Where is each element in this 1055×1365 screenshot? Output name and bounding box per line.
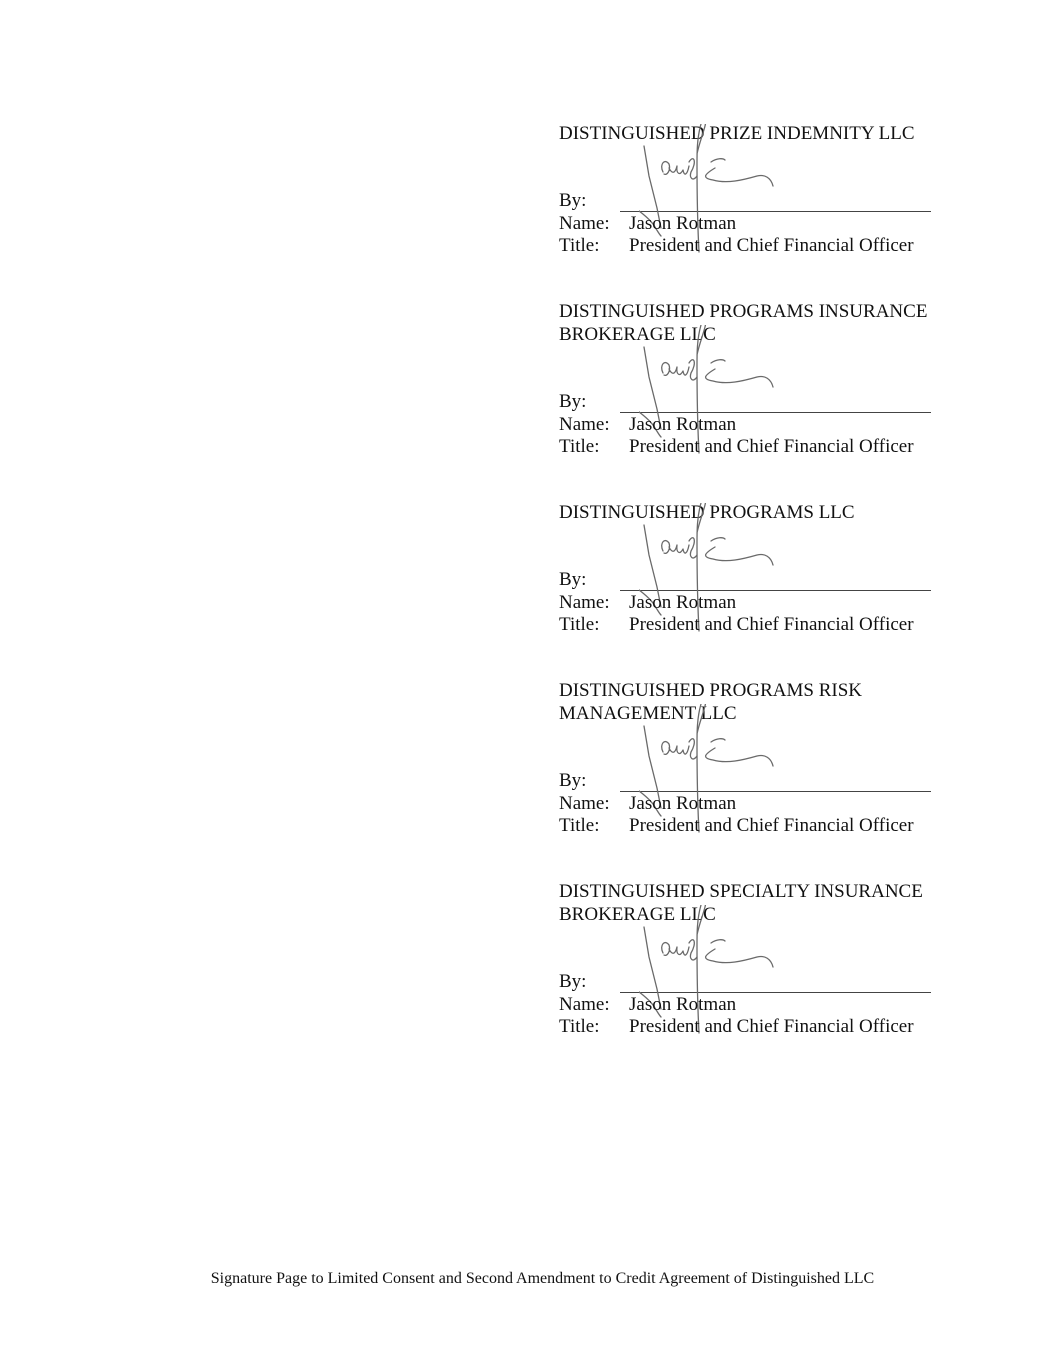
by-label: By: <box>559 190 587 211</box>
by-label: By: <box>559 569 587 590</box>
signature-line <box>620 791 931 792</box>
signer-name: Jason Rotman <box>629 592 737 613</box>
signature-block-3 <box>559 502 939 635</box>
by-label: By: <box>559 770 587 791</box>
by-label: By: <box>559 971 587 992</box>
title-label: Title: <box>559 815 600 836</box>
title-label: Title: <box>559 436 600 457</box>
signature-block-2 <box>559 301 939 457</box>
name-label: Name: <box>559 592 610 613</box>
company-name: DISTINGUISHED PRIZE INDEMNITY LLC <box>559 123 915 144</box>
signature-block-5 <box>559 881 939 1037</box>
signer-name: Jason Rotman <box>629 213 737 234</box>
signer-title: President and Chief Financial Officer <box>629 614 914 635</box>
signer-name: Jason Rotman <box>629 414 737 435</box>
by-label: By: <box>559 391 587 412</box>
company-name: DISTINGUISHED PROGRAMS RISK MANAGEMENT LLC <box>559 680 862 724</box>
company-name: DISTINGUISHED SPECIALTY INSURANCE BROKERAGE LLC <box>559 881 923 925</box>
company-name: DISTINGUISHED PROGRAMS INSURANCE BROKERAGE LLC <box>559 301 928 345</box>
signature-block-4 <box>559 680 939 836</box>
company-name: DISTINGUISHED PROGRAMS LLC <box>559 502 855 523</box>
signer-title: President and Chief Financial Officer <box>629 1016 914 1037</box>
signer-name: Jason Rotman <box>629 994 737 1015</box>
title-label: Title: <box>559 614 600 635</box>
signer-title: President and Chief Financial Officer <box>629 235 914 256</box>
signer-title: President and Chief Financial Officer <box>629 436 914 457</box>
signer-title: President and Chief Financial Officer <box>629 815 914 836</box>
signature-line <box>620 590 931 591</box>
name-label: Name: <box>559 994 610 1015</box>
title-label: Title: <box>559 235 600 256</box>
signer-name: Jason Rotman <box>629 793 737 814</box>
title-label: Title: <box>559 1016 600 1037</box>
signature-line <box>620 412 931 413</box>
name-label: Name: <box>559 414 610 435</box>
signature-block-1 <box>559 123 939 256</box>
signature-line <box>620 992 931 993</box>
name-label: Name: <box>559 793 610 814</box>
name-label: Name: <box>559 213 610 234</box>
signature-line <box>620 211 931 212</box>
page-footer: Signature Page to Limited Consent and Second Amendment to Credit Agreement of Distinguished LLC <box>210 1270 875 1287</box>
